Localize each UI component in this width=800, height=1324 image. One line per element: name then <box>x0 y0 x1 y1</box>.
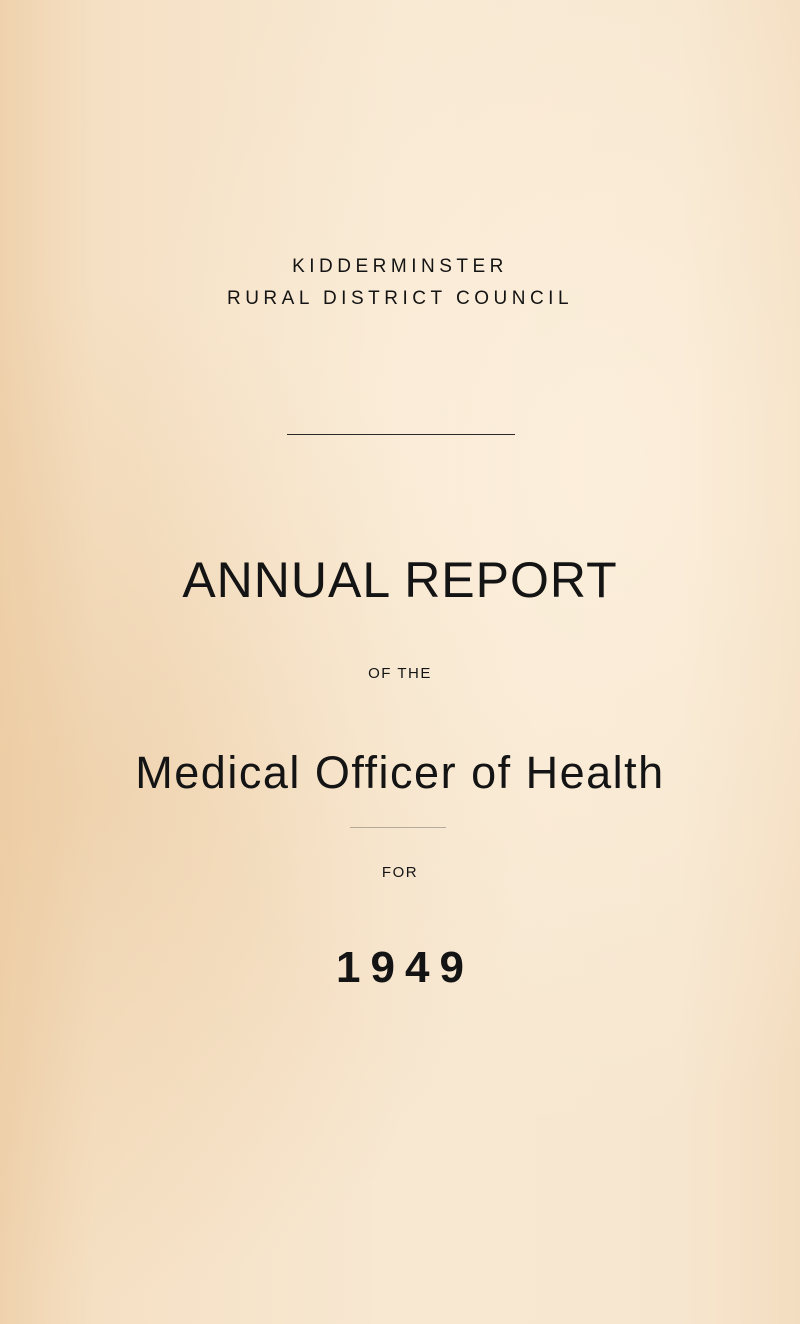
period-label: FOR <box>381 864 419 881</box>
report-title: ANNUAL REPORT <box>182 552 618 608</box>
council-type: RURAL DISTRICT COUNCIL <box>226 288 574 309</box>
title-connector: OF THE <box>368 665 432 682</box>
faint-divider-rule <box>350 827 446 828</box>
report-subject: Medical Officer of Health <box>135 747 665 798</box>
council-name: KIDDERMINSTER <box>292 256 508 277</box>
divider-rule <box>287 434 515 435</box>
report-year: 1949 <box>336 943 474 992</box>
